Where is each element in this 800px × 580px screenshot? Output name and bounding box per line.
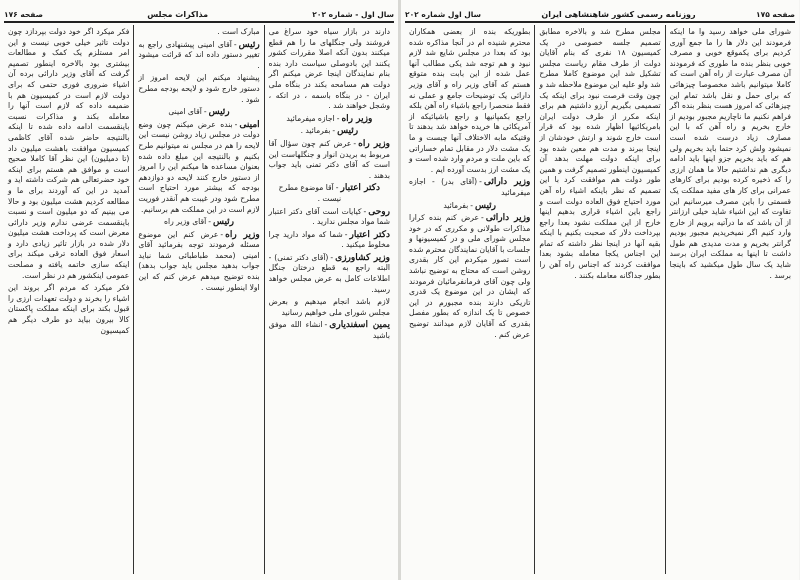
paragraph [269, 253, 390, 295]
paragraph [269, 139, 390, 181]
paragraph [269, 230, 390, 251]
paragraph-text: عرض کنم بنده کرارا مذاکرات طولانی و مکرری که در خود مجلس شورای ملی و در کمیسیونها و جلسات با آقایان نمایندگان محترم شده است تصور میکردم این کار بقدری روشن است که محتاج به توضیح نباشد ولی چون آقای فرمانفرمائیان فرمودند که ایشان در این موضوع یک قدری تاریکی دارند بنده مجبورم در این خصوص تا یک اندازه که بطور مفصل بقدری که آقایان لازم میدانند توضیح عرض کنم . [409, 213, 531, 339]
paragraph [409, 177, 530, 198]
dash: - [479, 177, 482, 187]
paragraph [269, 114, 390, 125]
dash: - [480, 213, 484, 223]
speaker-name: رئیس [474, 200, 497, 211]
paragraph-text: شورای ملی خواهد رسید وا ما اینکه فرمودند این دلار ها را ما جمع آوری کردیم برای یکموقع خوبی و مصرف خوبی بنظر بنده ما طوری که فرمودند آن مصرف عبارت از راه آهن است که کاملا میتوانیم باشد مخصوصا چیزهائی که برای حمل و نقل باشد تمام این چیزهائی که امروز هست بنظر بنده اگر فراهم نکنیم ما ناچاریم مجبور بودیم از خارج بخریم و راه آهن که با این مصارف زیاد درست شده است نمیشود ولش کرد حتما باید بخریم ولی هم که باید بخریم جزو اینها باید ادامه دیگری هم نداشتیم حالا ما همان ارزی را که ذخیره کرده بودیم برای کارهای عمرانی برای کار های مفید مملکت یک قسمتی را باین مصرف میرسانیم این تفاوت که این اشیاء شاید خیلی ارزانتر از آن باشد که ما درآتیه برویم از خارج وارد کنیم اگر نمیخریدیم مجبور بودیم گرانتر بخریم و مدت مدیدی هم طول داشت تا اینها به مملکت ایران برسد شاید یک سال طول میکشید که باینجا برسد . [669, 27, 791, 280]
paragraph [138, 230, 259, 294]
speaker-name: دکتر اعتبار [340, 183, 381, 194]
paragraph-text: (آقای دکتر تمنی) - البته راجع به قطع درختان جنگل اطلاعات کامل به عرض مجلس خواهد رسید. [268, 252, 390, 294]
speaker-name: وزیر راه [341, 113, 373, 124]
speaker-name: وزیر کشاورزی [335, 252, 390, 263]
dash: - [203, 107, 207, 117]
dash: - [336, 113, 340, 123]
paragraph-text: پیشنهاد میکنم این لایحه امروز از دستور خارج شود و لایحه بودجه مطرح شود . [138, 73, 260, 104]
issue-number: سال اول - شماره ۲۰۲ [312, 9, 394, 19]
paragraph [539, 27, 660, 281]
paragraph [138, 217, 259, 228]
speaker-name: دکتر اعتبار [349, 229, 390, 240]
speaker-name: رئیس [208, 107, 230, 118]
dash: - [324, 320, 328, 330]
closing-text: انشاء الله موفق باشید [268, 320, 390, 341]
page-number: صفحه ۱۷۶ [4, 9, 43, 19]
columns [405, 25, 795, 574]
speaker-name: رئیس [337, 126, 359, 137]
text-column [264, 25, 394, 574]
speaker-name: رئیس [238, 39, 260, 50]
paragraph-text: عرض کنم این موضوع مسئله فرمودند توجه بفرمائید آقای امینی (محمد طباطبائی شما نباید جواب بدهید مجلس باید جواب بدهد) بنده توضیح میدهم عرض کنم که این اولا اینطور نیست . [138, 229, 260, 292]
right-page [401, 0, 799, 580]
paragraph-text: بطوریکه بنده از بعضی همکاران محترم شنیده ام در آنجا مذاکره شده بود که بعدا در مجلس شایع شد لازم نبود و هم توجه شد یکی مطالب آنها عمل شده از این بابت بنده متوقع هستم که آقای وزیر راه و آقای وزیر دارائی یک توضیحات جامع و عملی نه فقط منحصرا راجع باشیاء راه آهن بلکه راجع بکمپانیها و راجع باشیائیکه از آمریکائی ها خریده خواهد شد بدهند تا وقتیکه مابه الاختلاف آنها چیست و ما یک مشت دلار در مقابل تمام خساراتی که باین ملت و مردم وارد شده است و یک مشت ارز بدست آورده ایم . [409, 27, 531, 174]
paragraph [138, 107, 259, 118]
paragraph-text: آقای امینی [168, 107, 202, 117]
speaker-name: وزیر دارائی [483, 177, 531, 188]
dash: - [234, 119, 238, 129]
paragraph [409, 201, 530, 212]
dash: - [344, 229, 348, 239]
dash: - [470, 200, 473, 210]
text-column [4, 25, 133, 574]
speaker-name: روحی [368, 206, 390, 217]
page-header [405, 8, 795, 20]
text-column [405, 25, 534, 574]
speaker-name: یمین اسفندیاری [329, 320, 390, 331]
paragraph [138, 40, 259, 72]
paragraph-text: بنده عرض میکنم چون وضع دولت در مجلس زیاد روشن نیست این لایحه را هم در مجلس نه میتوانیم طرح بکنیم و بالنتیجه این مبلغ داده شده بعنوان مساعده ها میکنم این را امروز از دستور خارج کنند لایحه دو دوازدهم بودجه که بیشتر مورد احتیاج است مطرح شود ودر غیبت هم آنقدر فوریت لازم است در این مملکت هم برسانیم. [138, 119, 260, 214]
closing-paragraph [269, 320, 390, 341]
header-rule [405, 21, 795, 23]
paragraph [138, 73, 259, 105]
dash: - [220, 229, 224, 239]
bottom-note: لازم باشد انجام میدهیم و بعرض مجلس شورای ملی خواهیم رسانید [268, 297, 390, 317]
speaker-name: وزیر راه [225, 229, 260, 240]
text-column [133, 25, 263, 574]
paragraph-text: فکر میکرد که مردم اگر بروند این اشیاء را بخرند و دولت تعهدات ارزی را قبول بکند برای اینکه مملکت پاکستان کالا بیرون بیاید دو طرف دیگر هم کمیسیون [8, 283, 130, 335]
paragraph-text: اجازه میفرمائید [286, 113, 335, 123]
dash: - [363, 206, 367, 216]
paragraph [670, 27, 791, 281]
issue-number: سال اول شماره ۲۰۲ [405, 9, 481, 19]
left-page [0, 0, 398, 580]
paragraph-text: مجلس مطرح شد و بالاخره مطابق تصمیم جلسه خصوصی در یک کمیسیون ۱۸ نفری که بنام آقایان دولت از طرف مقام ریاست مجلس تشکیل شد این موضوع کاملا مطرح شد ولو علیه این موضوع ملاحظه شد و چون وقت فرصت نبود برای اینکه یک تصمیمی بگیریم آرزو داشتیم هم برای اینکه مکرر از طرف دولت ایران بامریکائیها اظهار شده بود که قرار است خارج شوند و ارتش خودشان از اینجا ببرند و مدت هم معین شده بود برای اینکه دولت مهلت بدهد آن کمیسیون اینطور تصمیم گرفت و همین طور دولت هم موافقت کرد با این تصمیم که نظر باینکه اشیاء راه آهن مورد احتیاج فوق العاده دولت است و راجع باین اشیاء قراری بدهیم اینها خارج از این مملکت نشود بعدا راجع بپرداخت دلار که صحبت بکنیم با اینکه بقیه آنها در اینجا نظر داشته که تمام این اجناس یکجا معامله بشود بعدا موافقت کردند که اجناس راه آهن را بطور جداگانه معامله بکنند . [539, 27, 661, 280]
text-column [534, 25, 664, 574]
speaker-name: امینی [239, 119, 260, 130]
dash: - [332, 126, 336, 136]
paragraph-text: کیایات است آقای دکتر اعتبار شما مواد مجلس ندارید . [268, 206, 390, 227]
paragraph-text: بفرمائید [443, 200, 469, 210]
dash: - [353, 138, 357, 148]
section-title: مذاکرات مجلس [147, 9, 209, 19]
paragraph-text: آقای وزیر راه [164, 217, 207, 227]
header-rule [4, 21, 394, 23]
paragraph-text: عرض کنم چون سؤال آقا مربوط به بریدن انوار و جنگلهاست این است که آقای دکتر تمنی باید جواب بدهند . [268, 138, 390, 180]
paragraph [269, 183, 390, 204]
paragraph [138, 120, 259, 215]
paragraph [409, 213, 530, 340]
paragraph [269, 207, 390, 228]
text-column [665, 25, 795, 574]
paragraph-text: مبارک است . [217, 27, 260, 36]
paragraph [8, 27, 129, 281]
paragraph-text: فکر میکرد اگر خود دولت بپردازد چون دولت تاثیر خیلی خوبی نیست و این امر مستلزم یک کمک و مطالعات بیشتری بود بالاخره اینطور تصمیم گرفت که آقای وزیر دارائی برده آن اشیاء ضروری فوری حتمی که برای دولت لازم است در کمیسیون هم با ضمیمه داده که لازم است آنها را معامله بکند و مذاکرات نسبت باینقسمت ادامه داده شده تا اینکه بالنتیجه حاضر شده آقای کاظمی کمیسیون موافقت باهشت میلیون داد (تا دمیلیون) این نظر آقا کاملا صحیح است و موافق هم هستم برای اینکه خود حضرتعالی هم شرکت داشته اید و آمدید در این که آوردند برای ما و مطالعه کردیم هشت میلیون بود و حالا می بینیم که دو میلیون است و نسبت باینقسمت عرضی ندارم وزیر دارائی معرض است که پرداخت هشت میلیون دلار شده در بازار تاثیر زیادی دارد و اسعار فوق العاده ترقی میکند برای اینکه سازی خاتمه یافته و مصلحت عمومی اینکشور هم در نظر است. [8, 27, 130, 280]
columns [4, 25, 394, 574]
paragraph-text: آقای امینی پیشنهادی راجع به تغییر دستور داده اند که قرائت میشود . [138, 39, 260, 70]
paragraph [269, 126, 390, 137]
speaker-name: رئیس [212, 217, 235, 228]
dash: - [208, 217, 211, 227]
page-number: صفحه ۱۷۵ [756, 9, 795, 19]
paragraph [269, 27, 390, 112]
speaker-name: وزیر راه [358, 138, 390, 149]
dash: - [233, 39, 237, 49]
paragraph-text: شما که مواد دارید چرا مخلوط میکنید . [268, 229, 390, 250]
paragraph [8, 283, 129, 336]
paragraph [409, 27, 530, 175]
paragraph [138, 27, 259, 38]
paragraph-text: بفرمائید . [300, 126, 331, 136]
paragraph-text: (آقای بدر) - اجازه میفرمائید [409, 177, 531, 197]
paragraph-text: آقا موضوع مطرح نیست . [278, 183, 342, 203]
newspaper-title: روزنامه رسمی کشور شاهنشاهی ایران [541, 9, 696, 19]
paragraph-text: دارند در بازار سیاه خود سراغ می فروشند ولی جنگلهای ما را هم قطع میکنند بدون آنکه اصلا مقررات کشور یکنند این بادوصلی سیاست دارد بنده بنام نمایندگان اینجا عرض میکنم اگر دولت هم مسامحه بکند در بنگاه ملی ایران - در بنگاه باسمه ، در اتکه ، وشجل خواهند شد . [268, 27, 390, 111]
page-header [4, 8, 394, 20]
speaker-name: وزیر دارائی [485, 213, 531, 224]
dash: - [330, 252, 334, 262]
dash: - [335, 183, 339, 193]
